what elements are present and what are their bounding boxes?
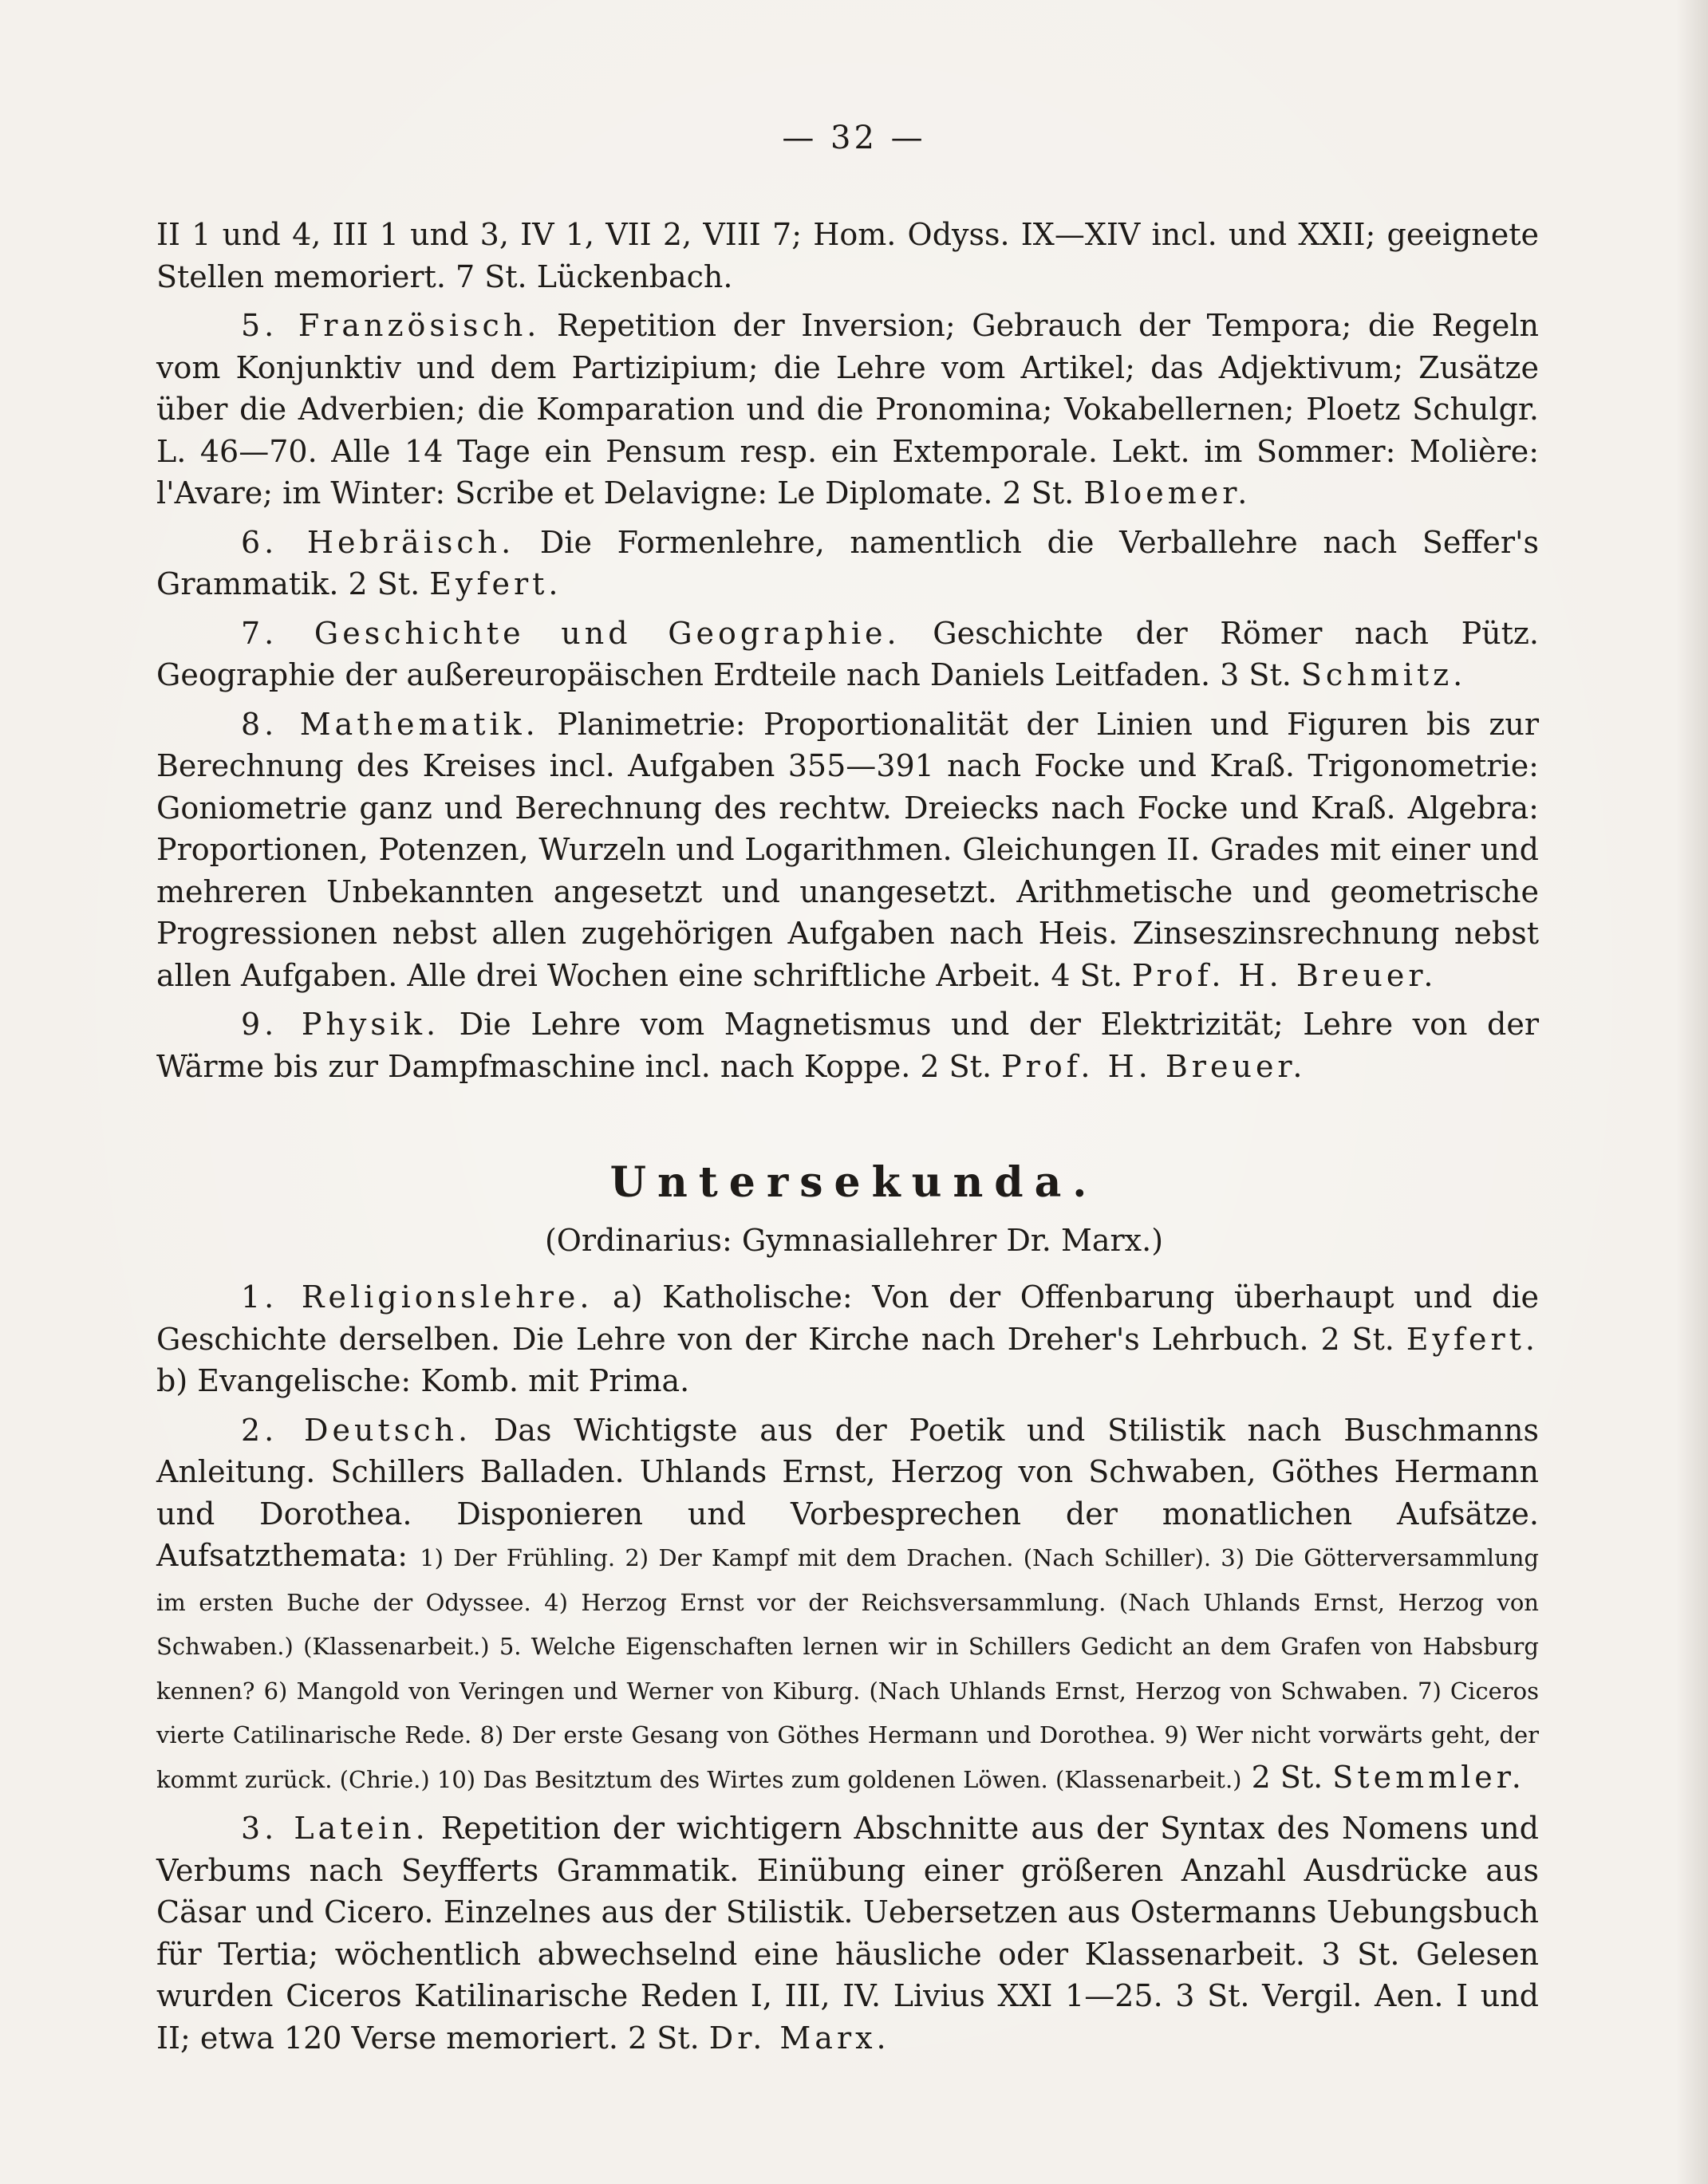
- teacher-name: Dr. Marx.: [708, 2020, 890, 2056]
- paragraph-religionslehre: [156, 1276, 1539, 1402]
- subject-text: Die Formenlehre, namentlich die Verballehre nach Seffer's Grammatik. 2 St.: [156, 524, 1539, 601]
- subject-heading: 5. Französisch.: [241, 308, 541, 343]
- paragraph-physik: [156, 1003, 1539, 1087]
- paragraph-hebraeisch: [156, 522, 1539, 605]
- subject-heading: 7. Geschichte und Geographie.: [241, 615, 901, 651]
- subject-heading: 3. Latein.: [241, 1811, 429, 1846]
- subject-text: a) Katholische: Von der Offenbarung überhaupt und die Geschichte derselben. Die Lehre von der Kirche nach Dreher's Lehrbuch. 2 St.: [156, 1279, 1539, 1357]
- subject-text: Repetition der wichtigern Abschnitte aus der Syntax des Nomens und Verbums nach Seyfferts Grammatik. Einübung einer größeren Anzahl Ausdrücke aus Cäsar und Cicero. Einzelnes aus der Stilistik. Uebersetzen aus Ostermanns Uebungsbuch für Tertia; wöchentlich abwechselnd eine häusliche oder Klassenarbeit. 3 St. Gelesen wurden Ciceros Katilinarische Reden I, III, IV. Livius XXI 1—25. 3 St. Vergil. Aen. I und II; etwa 120 Verse memoriert. 2 St.: [156, 1811, 1539, 2056]
- teacher-name: Eyfert.: [1406, 1321, 1539, 1357]
- essay-topics: 1) Der Frühling. 2) Der Kampf mit dem Drachen. (Nach Schiller). 3) Die Götterversammlung im ersten Buche der Odyssee. 4) Herzog Ernst vor der Reichsversammlung. (Nach Uhlands Ernst, Herzog von Schwaben.) (Klassenarbeit.) 5. Welche Eigenschaften lernen wir in Schillers Gedicht an dem Grafen von Habsburg kennen? 6) Mangold von Veringen und Werner von Kiburg. (Nach Uhlands Ernst, Herzog von Schwaben. 7) Ciceros vierte Catilinarische Rede. 8) Der erste Gesang von Göthes Hermann und Dorothea. 9) Wer nicht vorwärts geht, der kommt zurück. (Chrie.) 10) Das Besitztum des Wirtes zum goldenen Löwen. (Klassenarbeit.): [156, 1544, 1539, 1793]
- subject-heading: 8. Mathematik.: [241, 706, 539, 742]
- teacher-name: Eyfert.: [429, 566, 562, 601]
- subject-text: Planimetrie: Proportionalität der Linien und Figuren bis zur Berechnung des Kreises incl. Aufgaben 355—391 nach Focke und Kraß. Trigonometrie: Goniometrie ganz und Berechnung des rechtw. Dreiecks nach Focke und Kraß. Algebra: Proportionen, Potenzen, Wurzeln und Logarithmen. Gleichungen II. Grades mit einer und mehreren Unbekannten angesetzt und unangesetzt. Arithmetische und geometrische Progressionen nebst allen zugehörigen Aufgaben nach Heis. Zinseszinsrechnung nebst allen Aufgaben. Alle drei Wochen eine schriftliche Arbeit. 4 St.: [156, 706, 1539, 993]
- teacher-name: Prof. H. Breuer.: [1001, 1048, 1307, 1084]
- subject-heading: 1. Religionslehre.: [241, 1279, 594, 1315]
- subject-heading: 2. Deutsch.: [241, 1412, 472, 1448]
- paragraph-mathematik: [156, 704, 1539, 997]
- paragraph-geschichte: [156, 613, 1539, 696]
- page-number: — 32 —: [782, 120, 926, 156]
- binding-shadow: [1676, 0, 1708, 2184]
- paragraph-greek-continuation: II 1 und 4, III 1 und 3, IV 1, VII 2, VIII 7; Hom. Odyss. IX—XIV incl. und XXII; geeignete Stellen memoriert. 7 St. Lückenbach.: [156, 217, 1539, 294]
- teacher-name: Schmitz.: [1300, 657, 1467, 692]
- subject-text: Geschichte der Römer nach Pütz. Geographie der außereuropäischen Erdteile nach Daniels Leitfaden. 3 St.: [156, 615, 1539, 692]
- paragraph-latein: [156, 1808, 1539, 2059]
- subject-text: Repetition der Inversion; Gebrauch der Tempora; die Regeln vom Konjunktiv und dem Partizipium; die Lehre vom Artikel; das Adjektivum; Zusätze über die Adverbien; die Komparation und die Pronomina; Vokabellernen; Ploetz Schulgr. L. 46—70. Alle 14 Tage ein Pensum resp. ein Extemporale. Lekt. im Sommer: Molière: l'Avare; im Winter: Scribe et Delavigne: Le Diplomate. 2 St.: [156, 308, 1539, 511]
- paragraph-deutsch: [156, 1409, 1539, 1801]
- subject-text: b) Evangelische: Komb. mit Prima.: [156, 1363, 690, 1398]
- teacher-name: Bloemer.: [1083, 475, 1252, 511]
- subject-text: 2 St.: [1241, 1759, 1333, 1795]
- paragraph-franzoesisch: [156, 305, 1539, 514]
- teacher-name: Prof. H. Breuer.: [1132, 957, 1438, 993]
- section-subtitle: (Ordinarius: Gymnasiallehrer Dr. Marx.): [544, 1223, 1164, 1258]
- upper-text-block: [156, 214, 1539, 1087]
- teacher-name: Stemmler.: [1332, 1759, 1525, 1795]
- subject-heading: 9. Physik.: [241, 1007, 440, 1042]
- lower-text-block: [156, 1276, 1539, 2059]
- subject-heading: 6. Hebräisch.: [241, 524, 515, 560]
- subject-text: Die Lehre vom Magnetismus und der Elektrizität; Lehre von der Wärme bis zur Dampfmaschine incl. nach Koppe. 2 St.: [156, 1007, 1540, 1084]
- section-title: Untersekunda.: [609, 1158, 1099, 1207]
- subject-text: Das Wichtigste aus der Poetik und Stilistik nach Buschmanns Anleitung. Schillers Balladen. Uhlands Ernst, Herzog von Schwaben, Göthes Hermann und Dorothea. Disponieren und Vorbesprechen der monatlichen Aufsätze. Aufsatzthemata:: [156, 1412, 1539, 1573]
